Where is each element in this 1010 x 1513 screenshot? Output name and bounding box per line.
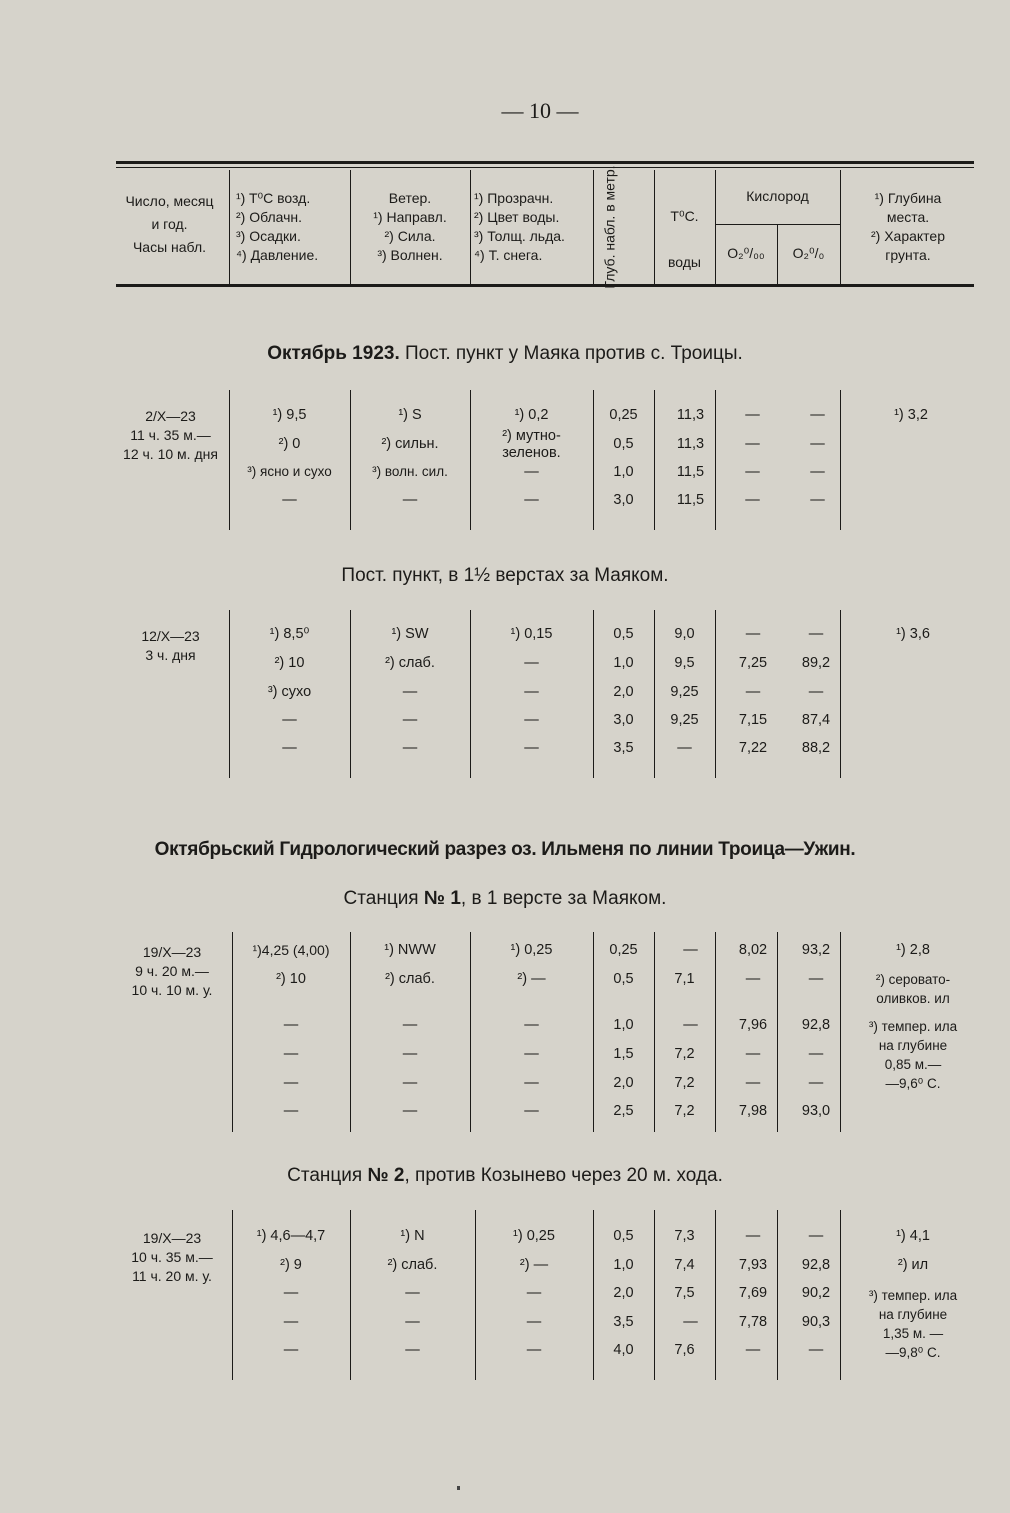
cell: 93,2	[801, 942, 831, 958]
cell: 1,5	[613, 1046, 634, 1062]
station-title: Станция № 2, против Козынево через 20 м. хода.	[287, 1165, 723, 1186]
cell: 3,5	[613, 1314, 634, 1330]
cell: ¹) SW	[391, 626, 429, 642]
cell: —	[405, 1285, 420, 1301]
print-speck	[457, 1486, 460, 1490]
cell: —	[683, 1314, 698, 1330]
cell: ¹) 9,5	[272, 407, 307, 423]
cell: ³) волн. сил.	[372, 464, 448, 479]
cell: —	[808, 684, 824, 700]
cell: —	[402, 740, 418, 756]
cell: 8,02	[738, 942, 768, 958]
cell: ¹) 8,5⁰	[269, 626, 310, 642]
cell: 7,93	[738, 1257, 768, 1273]
cell: —	[526, 1342, 542, 1358]
header-oxygen-permille: O₂⁰/₀₀	[727, 245, 765, 261]
cell: 2,0	[613, 684, 634, 700]
cell: —	[810, 436, 825, 452]
cell: ²) 10	[274, 655, 305, 671]
header-divider	[229, 170, 230, 284]
section-title: Октябрь 1923. Пост. пункт у Маяка против с. Троицы.	[267, 343, 743, 364]
cell: ¹) NWW	[384, 942, 436, 958]
cell: —	[808, 626, 824, 642]
header-wind-col: Ветер. ¹) Направл. ²) Сила. ³) Волнен.	[373, 190, 447, 263]
header-water-temp-col: T⁰C. воды	[668, 208, 701, 270]
cell: —	[524, 464, 539, 480]
header-divider	[840, 170, 841, 284]
cell: —	[402, 712, 418, 728]
cell: —	[524, 712, 539, 728]
cell: —	[283, 1285, 299, 1301]
cell: —	[745, 1228, 761, 1244]
cell: —	[810, 407, 825, 423]
cell: —	[677, 740, 692, 756]
header-date-col: Число, месяц и год. Часы набл.	[125, 193, 214, 255]
header-air-col: ¹) T⁰C возд. ²) Облачн. ³) Осадки. ⁴) Давление.	[236, 190, 319, 263]
cell: —	[526, 1314, 542, 1330]
cell: —	[683, 1017, 698, 1033]
cell: —	[282, 492, 297, 508]
header-top-rule	[116, 161, 974, 164]
cell: —	[283, 1314, 299, 1330]
cell: ¹)4,25 (4,00)	[252, 942, 330, 958]
cell: 0,25	[609, 942, 638, 958]
cell: 1,0	[613, 1017, 634, 1033]
cell: ³) сухо	[267, 684, 312, 700]
cell: —	[402, 1017, 418, 1033]
cell: 7,2	[674, 1103, 695, 1119]
cell: —	[745, 436, 760, 452]
cell: 11,5	[676, 492, 705, 508]
cell: ¹) N	[400, 1228, 425, 1244]
cell: 9,25	[670, 684, 699, 700]
cell: ²) —	[519, 1257, 549, 1273]
cell: 0,5	[613, 626, 634, 642]
cell: —	[524, 1046, 539, 1062]
cell: —	[745, 492, 760, 508]
cell: 88,2	[801, 740, 831, 756]
cell: 0,25	[609, 407, 638, 423]
cell: 9,25	[670, 712, 699, 728]
cell: 7,96	[738, 1017, 768, 1033]
cell: ¹) 0,25	[510, 942, 553, 958]
cell: ²) серовато- оливков. ил	[875, 972, 951, 1006]
cell: —	[405, 1314, 420, 1330]
cell: —	[402, 1103, 418, 1119]
date-cell: 12/X—23 3 ч. дня	[141, 628, 200, 663]
cell: 2,5	[613, 1103, 634, 1119]
cell: ¹) 0,2	[514, 407, 549, 423]
header-ground-col: ¹) Глубина места. ²) Характер грунта.	[870, 190, 946, 263]
cell: ¹) 3,6	[896, 626, 930, 642]
cell: 11,5	[676, 464, 705, 480]
cell: ¹) 2,8	[896, 942, 930, 958]
cell: ¹) 0,25	[513, 1228, 555, 1244]
cell: 9,5	[674, 655, 695, 671]
cell: 7,1	[674, 971, 695, 987]
cell: ²) ил	[897, 1257, 929, 1273]
header-subrule	[715, 224, 840, 225]
header-bottom-rule	[116, 284, 974, 287]
cell: 7,2	[674, 1075, 695, 1091]
cell: —	[526, 1285, 542, 1301]
header-divider	[470, 170, 471, 284]
cell: —	[524, 1075, 539, 1091]
cell: 93,0	[801, 1103, 831, 1119]
cell: ²) слаб.	[385, 971, 435, 987]
header-depth-col: Глуб. набл. в метр.	[601, 165, 618, 289]
cell: 0,5	[613, 971, 634, 987]
cell: —	[283, 1342, 299, 1358]
cell: 11,3	[676, 407, 705, 423]
cell: —	[745, 971, 761, 987]
cell: —	[745, 684, 761, 700]
cell: —	[524, 684, 539, 700]
cell: —	[808, 971, 824, 987]
cell: 3,0	[613, 712, 634, 728]
section-title: Октябрьский Гидрологический разрез оз. Ильменя по линии Троица—Ужин.	[154, 839, 856, 860]
cell: —	[524, 1103, 539, 1119]
header-oxygen-percent: O₂⁰/₀	[792, 245, 825, 261]
cell: 7,69	[738, 1285, 768, 1301]
date-cell: 19/X—23 10 ч. 35 м.— 11 ч. 20 м. у.	[131, 1230, 213, 1284]
cell: —	[524, 740, 539, 756]
cell: 7,3	[674, 1228, 695, 1244]
cell: —	[745, 464, 760, 480]
cell: —	[808, 1228, 824, 1244]
cell: 7,6	[674, 1342, 695, 1358]
cell: —	[282, 712, 297, 728]
cell: 90,3	[801, 1314, 831, 1330]
cell: ¹) 4,1	[896, 1228, 930, 1244]
cell: 7,2	[674, 1046, 695, 1062]
cell: —	[402, 1046, 418, 1062]
cell: —	[283, 1046, 299, 1062]
cell: —	[282, 740, 297, 756]
cell: —	[808, 1046, 824, 1062]
cell: 0,5	[613, 1228, 634, 1244]
cell: 92,8	[801, 1257, 831, 1273]
cell: —	[745, 1342, 761, 1358]
cell: 7,4	[674, 1257, 695, 1273]
header-transparency-col: ¹) Прозрачн. ²) Цвет воды. ³) Толщ. льда. ⁴) Т. снега.	[474, 190, 565, 263]
cell: ²) сильн.	[381, 436, 439, 452]
cell: ¹) 3,2	[894, 407, 928, 423]
cell: 7,5	[674, 1285, 695, 1301]
cell: —	[402, 492, 418, 508]
cell: 1,0	[613, 1257, 634, 1273]
cell: 1,0	[613, 655, 634, 671]
cell: —	[283, 1017, 299, 1033]
cell: —	[405, 1342, 420, 1358]
cell: 9,0	[674, 626, 695, 642]
cell: —	[745, 626, 761, 642]
cell: —	[283, 1103, 299, 1119]
cell: —	[810, 464, 825, 480]
header-top-rule-thin	[116, 167, 974, 168]
cell: —	[808, 1342, 824, 1358]
cell: —	[524, 655, 539, 671]
header-oxygen-col: Кислород	[746, 188, 809, 204]
cell: 1,0	[613, 464, 634, 480]
cell: —	[283, 1075, 299, 1091]
cell: —	[524, 492, 539, 508]
cell: ¹) S	[398, 407, 422, 423]
cell: —	[745, 407, 760, 423]
cell: —	[745, 1046, 761, 1062]
page-number: — 10 —	[501, 98, 579, 123]
cell: 2,0	[613, 1285, 634, 1301]
cell: ¹) 0,15	[510, 626, 553, 642]
cell: ²) 9	[280, 1257, 302, 1273]
cell: —	[402, 684, 418, 700]
cell: 7,15	[738, 712, 768, 728]
cell: ²) 0	[278, 436, 301, 452]
cell: —	[683, 942, 698, 958]
cell: ¹) 4,6—4,7	[256, 1228, 326, 1244]
cell: ²) мутно- зеленов.	[502, 428, 561, 461]
cell: 0,5	[613, 436, 634, 452]
cell: ³) ясно и сухо	[247, 464, 332, 479]
cell: 2,0	[613, 1075, 634, 1091]
cell: 90,2	[801, 1285, 831, 1301]
cell: ²) слаб.	[385, 655, 435, 671]
cell: 7,98	[738, 1103, 768, 1119]
date-cell: 19/X—23 9 ч. 20 м.— 10 ч. 10 м. у.	[131, 944, 213, 998]
cell: 3,5	[613, 740, 634, 756]
cell: 7,25	[738, 655, 768, 671]
cell: —	[808, 1075, 824, 1091]
cell: —	[524, 1017, 539, 1033]
cell: ²) —	[517, 971, 546, 987]
cell: ³) темпер. ила на глубине 1,35 м. — —9,8⁰ С.	[868, 1288, 958, 1360]
cell: —	[810, 492, 825, 508]
cell: 3,0	[613, 492, 634, 508]
cell: —	[402, 1075, 418, 1091]
station-title: Станция № 1, в 1 версте за Маяком.	[343, 888, 667, 909]
date-cell: 2/X—23 11 ч. 35 м.— 12 ч. 10 м. дня	[123, 408, 218, 462]
cell: ²) 10	[276, 971, 306, 987]
cell: 7,22	[738, 740, 768, 756]
cell: —	[745, 1075, 761, 1091]
cell: 11,3	[676, 436, 705, 452]
cell: 92,8	[801, 1017, 831, 1033]
cell: 87,4	[801, 712, 831, 728]
section-title: Пост. пункт, в 1½ верстах за Маяком.	[341, 565, 669, 586]
cell: 7,78	[738, 1314, 768, 1330]
cell: 4,0	[613, 1342, 634, 1358]
cell: 89,2	[801, 655, 831, 671]
cell: ²) слаб.	[387, 1257, 438, 1273]
cell: ³) темпер. ила на глубине 0,85 м.— —9,6⁰ С.	[868, 1019, 958, 1091]
